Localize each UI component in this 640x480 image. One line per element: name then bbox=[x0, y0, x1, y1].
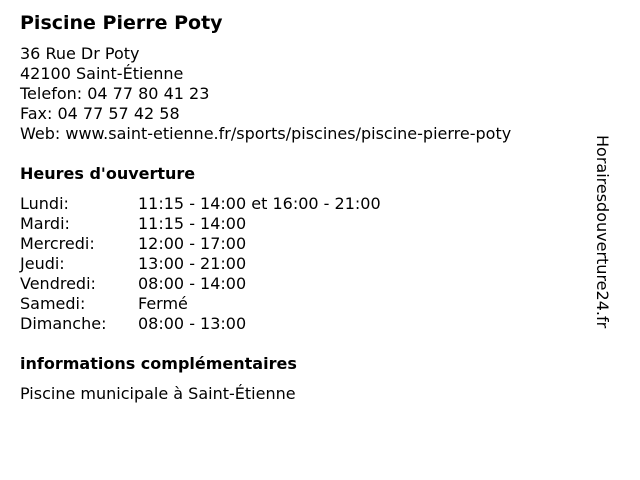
day-label: Lundi: bbox=[20, 194, 69, 213]
time-value: 11:15 - 14:00 bbox=[138, 214, 247, 233]
fax-number: Fax: 04 77 57 42 58 bbox=[20, 104, 180, 123]
time-value: 08:00 - 13:00 bbox=[138, 314, 247, 333]
time-value: Fermé bbox=[138, 294, 188, 313]
phone-number: Telefon: 04 77 80 41 23 bbox=[20, 84, 210, 103]
time-value: 13:00 - 21:00 bbox=[138, 254, 247, 273]
street-address: 36 Rue Dr Poty bbox=[20, 44, 140, 63]
day-label: Jeudi: bbox=[20, 254, 65, 273]
day-label: Mercredi: bbox=[20, 234, 95, 253]
address-block bbox=[20, 44, 511, 144]
day-label: Vendredi: bbox=[20, 274, 96, 293]
time-value: 08:00 - 14:00 bbox=[138, 274, 247, 293]
day-label: Samedi: bbox=[20, 294, 86, 313]
business-title: Piscine Pierre Poty bbox=[20, 12, 223, 34]
day-label: Mardi: bbox=[20, 214, 70, 233]
website: Web: www.saint-etienne.fr/sports/piscines/piscine-pierre-poty bbox=[20, 124, 512, 143]
day-label: Dimanche: bbox=[20, 314, 107, 333]
site-watermark: Horairesdouverture24.fr bbox=[593, 135, 612, 329]
time-value: 12:00 - 17:00 bbox=[138, 234, 247, 253]
hours-heading: Heures d'ouverture bbox=[20, 164, 196, 183]
time-value: 11:15 - 14:00 et 16:00 - 21:00 bbox=[138, 194, 381, 213]
city-postal: 42100 Saint-Étienne bbox=[20, 64, 184, 83]
info-text: Piscine municipale à Saint-Étienne bbox=[20, 384, 296, 403]
info-heading: informations complémentaires bbox=[20, 354, 297, 373]
